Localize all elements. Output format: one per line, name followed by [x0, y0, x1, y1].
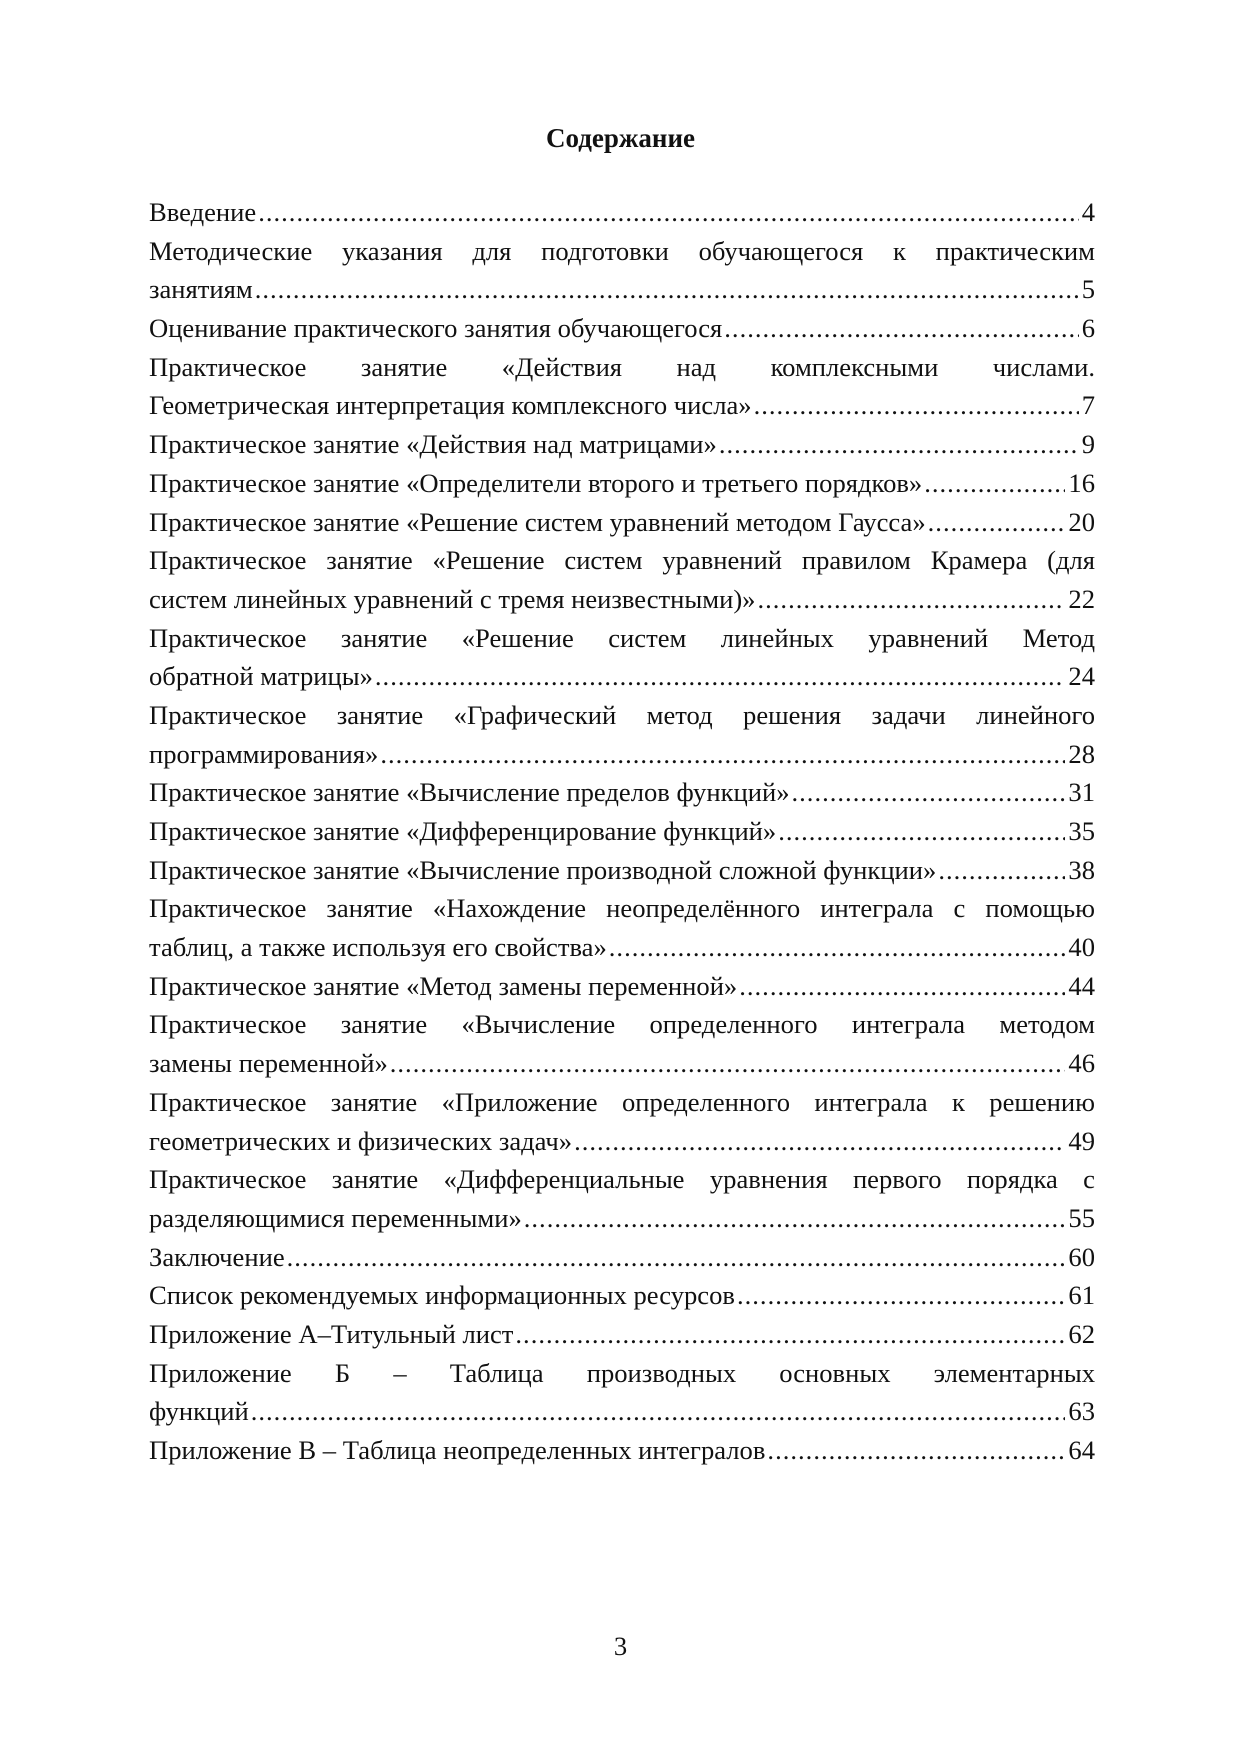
toc-entry[interactable]	[149, 1276, 1095, 1315]
toc-entry-text: Практическое занятие «Метод замены переменной»	[149, 970, 738, 1001]
toc-entry-text: таблиц, а также используя его свойства»	[149, 932, 607, 963]
toc-entry-last-line	[149, 1122, 1095, 1161]
toc-entry-last-line	[149, 773, 1095, 812]
toc-entry-last-line	[149, 309, 1095, 348]
toc-entry-last-line	[149, 1276, 1095, 1315]
toc-entry[interactable]	[149, 696, 1095, 773]
dot-leader	[792, 773, 1066, 812]
dot-leader	[524, 1199, 1066, 1238]
toc-page-number: 5	[1081, 274, 1095, 305]
toc-page-number: 63	[1068, 1396, 1095, 1427]
toc-entry-last-line	[149, 464, 1095, 503]
toc-entry-text: Оценивание практического занятия обучающегося	[149, 313, 723, 344]
toc-entry-text: Практическое занятие «Вычисление производной сложной функции»	[149, 854, 937, 885]
toc-entry-text: Практическое занятие «Действия над комплексными числами.	[149, 351, 1095, 382]
dot-leader	[924, 464, 1065, 503]
toc-entry[interactable]	[149, 541, 1095, 618]
toc-page-number: 38	[1068, 854, 1095, 885]
dot-leader	[778, 812, 1065, 851]
toc-entry-text: Практическое занятие «Решение систем линейных уравнений Метод	[149, 622, 1095, 653]
toc-entry-text: Заключение	[149, 1241, 285, 1272]
toc-page-number: 16	[1068, 467, 1095, 498]
toc-page-number: 9	[1081, 429, 1095, 460]
toc-page-number: 31	[1068, 777, 1095, 808]
toc-entry-last-line	[149, 503, 1095, 542]
dot-leader	[287, 1238, 1066, 1277]
toc-entry-text: Приложение А–Титульный лист	[149, 1318, 514, 1349]
toc-entry-last-line	[149, 1199, 1095, 1238]
dot-leader	[609, 928, 1066, 967]
dot-leader	[757, 580, 1065, 619]
toc-page-number: 22	[1068, 583, 1095, 614]
toc-entry[interactable]	[149, 967, 1095, 1006]
toc-entry-last-line	[149, 386, 1095, 425]
toc-page-number: 55	[1068, 1202, 1095, 1233]
toc-entry-last-line	[149, 193, 1095, 232]
toc-entry-last-line	[149, 928, 1095, 967]
toc-entry-text: Практическое занятие «Вычисление пределов функций»	[149, 777, 790, 808]
toc-entry-text: программирования»	[149, 738, 379, 769]
toc-entry-text: Практическое занятие «Нахождение неопределённого интеграла с помощью	[149, 893, 1095, 924]
toc-entry-text: Практическое занятие «Решение систем уравнений правилом Крамера (для	[149, 545, 1095, 576]
toc-entry-last-line	[149, 270, 1095, 309]
dot-leader	[251, 1392, 1066, 1431]
toc-entry[interactable]	[149, 1431, 1095, 1470]
dot-leader	[258, 193, 1079, 232]
page-title: Содержание	[545, 123, 696, 153]
dot-leader	[928, 503, 1066, 542]
dot-leader	[574, 1122, 1065, 1161]
toc-entry[interactable]	[149, 1005, 1095, 1082]
dot-leader	[938, 851, 1065, 890]
toc-entry-text: Практическое занятие «Действия над матрицами»	[149, 429, 717, 460]
dot-leader	[380, 735, 1065, 774]
toc-entry-text: Практическое занятие «Вычисление определенного интеграла методом	[149, 1009, 1095, 1040]
toc-entry-text: систем линейных уравнений с тремя неизвестными)»	[149, 583, 756, 614]
table-of-contents	[149, 193, 1095, 1470]
toc-page-number: 24	[1068, 661, 1095, 692]
toc-entry[interactable]	[149, 232, 1095, 309]
toc-entry-text: обратной матрицы»	[149, 661, 373, 692]
toc-entry[interactable]	[149, 348, 1095, 425]
toc-entry-line	[149, 619, 1095, 658]
toc-entry[interactable]	[149, 851, 1095, 890]
dot-leader	[375, 657, 1066, 696]
toc-entry-line	[149, 1354, 1095, 1393]
toc-page-number: 20	[1068, 506, 1095, 537]
toc-entry-line	[149, 889, 1095, 928]
toc-entry-last-line	[149, 735, 1095, 774]
toc-page-number: 49	[1068, 1125, 1095, 1156]
toc-entry-last-line	[149, 1238, 1095, 1277]
toc-entry-last-line	[149, 967, 1095, 1006]
toc-entry[interactable]	[149, 1083, 1095, 1160]
toc-entry-line	[149, 1160, 1095, 1199]
toc-entry[interactable]	[149, 309, 1095, 348]
toc-entry-text: Список рекомендуемых информационных ресурсов	[149, 1280, 735, 1311]
toc-entry[interactable]	[149, 1354, 1095, 1431]
toc-entry-line	[149, 232, 1095, 271]
dot-leader	[390, 1044, 1066, 1083]
toc-entry-last-line	[149, 425, 1095, 464]
toc-entry-last-line	[149, 657, 1095, 696]
toc-page-number: 61	[1068, 1280, 1095, 1311]
toc-entry-text: Геометрическая интерпретация комплексного числа»	[149, 390, 752, 421]
toc-entry-last-line	[149, 1044, 1095, 1083]
toc-entry-last-line	[149, 851, 1095, 890]
toc-entry-last-line	[149, 1392, 1095, 1431]
dot-leader	[724, 309, 1078, 348]
toc-entry-text: Приложение В – Таблица неопределенных интегралов	[149, 1435, 766, 1465]
toc-entry[interactable]	[149, 889, 1095, 966]
toc-page-number: 6	[1081, 313, 1095, 344]
toc-entry-text: Практическое занятие «Определители второго и третьего порядков»	[149, 467, 923, 498]
toc-entry-text: разделяющимися переменными»	[149, 1202, 522, 1233]
toc-entry-text: замены переменной»	[149, 1048, 388, 1079]
toc-entry-text: Практическое занятие «Дифференциальные уравнения первого порядка с	[149, 1164, 1095, 1195]
toc-entry[interactable]	[149, 619, 1095, 696]
toc-entry[interactable]	[149, 503, 1095, 542]
toc-entry-last-line	[149, 812, 1095, 851]
toc-page-number: 35	[1068, 816, 1095, 846]
toc-page-number: 28	[1068, 738, 1095, 769]
dot-leader	[515, 1315, 1065, 1354]
page-number: 3	[613, 1631, 628, 1661]
dot-leader	[737, 1276, 1065, 1315]
toc-entry-last-line	[149, 1315, 1095, 1354]
toc-entry-text: Введение	[149, 197, 257, 227]
dot-leader	[739, 967, 1065, 1006]
toc-entry-last-line	[149, 1431, 1095, 1470]
toc-entry-text: занятиям	[149, 274, 253, 305]
toc-entry-text: Практическое занятие «Дифференцирование функций»	[149, 816, 777, 846]
dot-leader	[719, 425, 1079, 464]
toc-entry-text: Приложение Б – Таблица производных основных элементарных	[149, 1357, 1095, 1388]
dot-leader	[255, 270, 1079, 309]
toc-entry-text: Практическое занятие «Приложение определенного интеграла к решению	[149, 1086, 1095, 1117]
toc-entry-text: функций	[149, 1396, 249, 1427]
toc-entry-line	[149, 348, 1095, 387]
toc-entry[interactable]	[149, 1315, 1095, 1354]
toc-entry-text: Методические указания для подготовки обучающегося к практическим	[149, 235, 1095, 266]
toc-page-number: 44	[1068, 970, 1095, 1001]
toc-entry[interactable]	[149, 425, 1095, 464]
toc-entry[interactable]	[149, 1238, 1095, 1277]
dot-leader	[767, 1431, 1065, 1470]
toc-entry-line	[149, 1083, 1095, 1122]
toc-page-number: 40	[1068, 932, 1095, 963]
toc-entry-text: Практическое занятие «Графический метод решения задачи линейного	[149, 699, 1095, 730]
toc-page-number: 64	[1068, 1435, 1095, 1465]
dot-leader	[754, 386, 1079, 425]
toc-entry[interactable]	[149, 193, 1095, 232]
toc-entry-text: геометрических и физических задач»	[149, 1125, 573, 1156]
toc-entry[interactable]	[149, 773, 1095, 812]
toc-page-number: 7	[1081, 390, 1095, 421]
toc-page-number: 46	[1068, 1048, 1095, 1079]
toc-entry[interactable]	[149, 812, 1095, 851]
toc-entry[interactable]	[149, 1160, 1095, 1237]
toc-page-number: 62	[1068, 1318, 1095, 1349]
toc-entry-line	[149, 696, 1095, 735]
toc-entry-last-line	[149, 580, 1095, 619]
toc-page-number: 4	[1081, 197, 1095, 227]
toc-entry-line	[149, 1005, 1095, 1044]
toc-entry-line	[149, 541, 1095, 580]
toc-page-number: 60	[1068, 1241, 1095, 1272]
toc-entry[interactable]	[149, 464, 1095, 503]
toc-entry-text: Практическое занятие «Решение систем уравнений методом Гаусса»	[149, 506, 926, 537]
